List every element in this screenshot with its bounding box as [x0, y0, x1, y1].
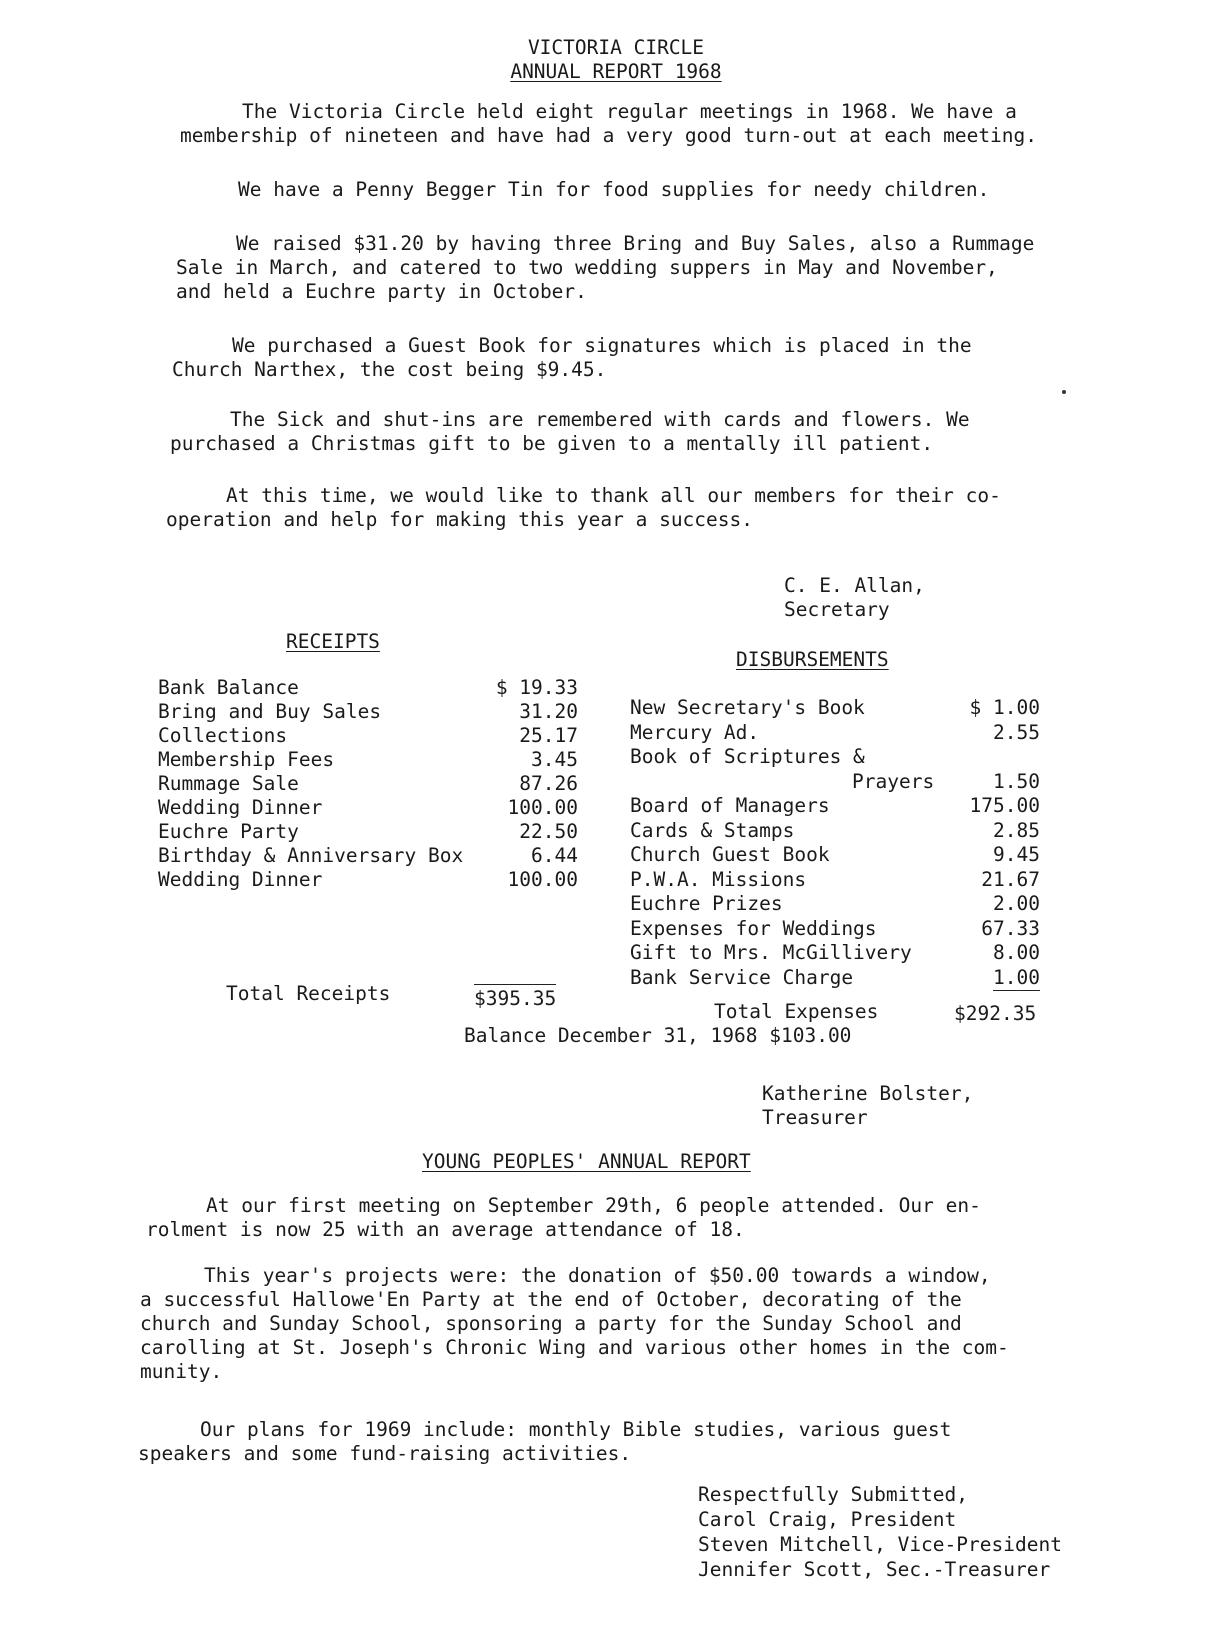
paragraph-meetings: The Victoria Circle held eight regular meetings in 1968. We have a membership of nineteen and have had a very good turn-out at each meeting.: [180, 100, 1038, 147]
receipt-row: Bring and Buy Sales 31.20: [158, 700, 578, 723]
paragraph-guest-book: We purchased a Guest Book for signatures which is placed in the Church Narthex, the cost being $9.45.: [172, 334, 972, 381]
disbursement-row: Euchre Prizes 2.00: [630, 892, 1040, 915]
young-peoples-signatures: Respectfully Submitted, Carol Craig, President Steven Mitchell, Vice-President Jennifer Scott, Sec.-Treasurer: [698, 1483, 1062, 1581]
receipt-row: Wedding Dinner 100.00: [158, 796, 578, 819]
disbursement-row: Church Guest Book 9.45: [630, 843, 1040, 866]
total-expenses-amount: $292.35: [954, 1002, 1037, 1025]
disbursement-row: Prayers 1.50: [852, 769, 1040, 793]
paragraph-penny-tin: We have a Penny Begger Tin for food supplies for needy children.: [238, 178, 990, 201]
young-paragraph-projects: This year's projects were: the donation of $50.00 towards a window, a successful Hallowe'En Party at the end of October, decorating of the church and Sunday School, sponsoring a party for the Sunday School and carolling at St. Joseph's Chronic Wing and various other homes in the com- munity.: [140, 1264, 1009, 1383]
scan-speck: [1062, 390, 1066, 394]
receipt-row: Birthday & Anniversary Box 6.44: [158, 844, 578, 867]
disbursement-row: New Secretary's Book $ 1.00: [630, 696, 1040, 719]
treasurer-signature: Katherine Bolster, Treasurer: [762, 1082, 974, 1129]
young-paragraph-plans: Our plans for 1969 include: monthly Bible studies, various guest speakers and some fund-raising activities.: [138, 1418, 952, 1465]
young-peoples-heading: YOUNG PEOPLES' ANNUAL REPORT: [422, 1150, 751, 1173]
report-subtitle: ANNUAL REPORT 1968: [510, 60, 722, 83]
receipt-row: Membership Fees 3.45: [158, 748, 578, 771]
disbursement-row: Cards & Stamps 2.85: [630, 818, 1040, 842]
receipts-table: [158, 676, 578, 892]
receipt-row: Wedding Dinner 100.00: [158, 868, 578, 891]
secretary-signature: C. E. Allan, Secretary: [784, 574, 925, 621]
paragraph-thanks: At this time, we would like to thank all our members for their co- operation and help for making this year a success.: [166, 484, 1001, 531]
paragraph-sick-shut-ins: The Sick and shut-ins are remembered with cards and flowers. We purchased a Christmas gift to be given to a mentally ill patient.: [170, 408, 970, 455]
balance-line: Balance December 31, 1968 $103.00: [464, 1024, 852, 1047]
report-title: VICTORIA CIRCLE: [527, 36, 705, 59]
receipt-row: Bank Balance $ 19.33: [158, 676, 578, 699]
receipt-row: Collections 25.17: [158, 724, 578, 747]
disbursement-row: Mercury Ad. 2.55: [630, 720, 1040, 744]
disbursement-row: P.W.A. Missions 21.67: [630, 867, 1040, 891]
receipt-row: Euchre Party 22.50: [158, 820, 578, 843]
disbursement-row: Expenses for Weddings 67.33: [630, 916, 1040, 940]
disbursement-row: Bank Service Charge 1.00: [630, 965, 1040, 989]
receipts-heading: RECEIPTS: [286, 630, 380, 653]
total-receipts-label: Total Receipts: [226, 982, 391, 1005]
receipt-row: Rummage Sale 87.26: [158, 772, 578, 795]
disbursement-row: Board of Managers 175.00: [630, 794, 1040, 817]
paragraph-fundraising: We raised $31.20 by having three Bring and Buy Sales, also a Rummage Sale in March, and catered to two wedding suppers in May and November, and held a Euchre party in October.: [176, 232, 1035, 303]
disbursement-row: Gift to Mrs. McGillivery 8.00: [630, 941, 1040, 964]
total-expenses-label: Total Expenses: [714, 1000, 879, 1023]
young-paragraph-attendance: At our first meeting on September 29th, 6 people attended. Our en- rolment is now 25 with an average attendance of 18.: [146, 1194, 981, 1241]
disbursements-heading: DISBURSEMENTS: [736, 648, 889, 671]
disbursements-table: [630, 696, 1040, 990]
total-receipts-amount: $395.35: [474, 984, 556, 1011]
disbursement-row: Book of Scriptures &: [630, 745, 865, 768]
